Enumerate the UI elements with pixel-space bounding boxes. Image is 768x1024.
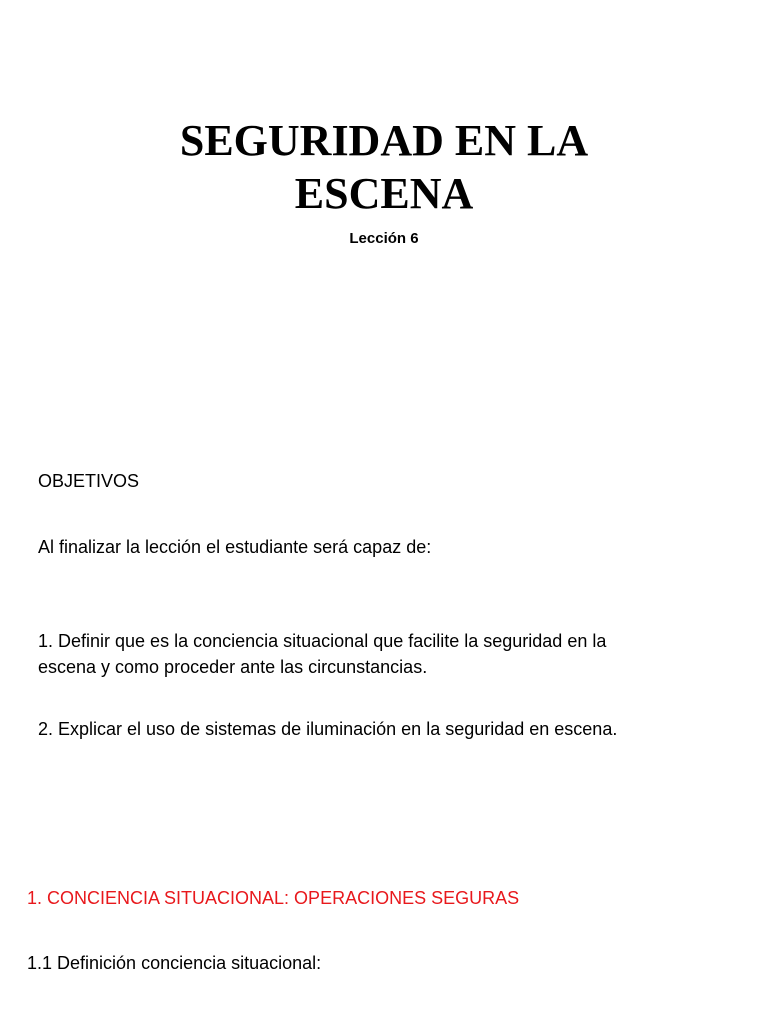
objective-item-1-line-1: 1. Definir que es la conciencia situacional que facilite la seguridad en la [38,631,607,651]
objective-item-1-line-2: escena y como proceder ante las circunstancias. [38,657,428,677]
objectives-intro: Al finalizar la lección el estudiante será capaz de: [38,537,432,557]
document-title [0,114,768,220]
lesson-number: Lección 6 [349,230,419,247]
objective-item-1 [38,628,738,680]
objective-item-2-line-1: 2. Explicar el uso de sistemas de iluminación en la seguridad en escena. [38,719,618,739]
section-heading: 1. CONCIENCIA SITUACIONAL: OPERACIONES SEGURAS [27,888,520,908]
objective-item-2 [38,716,738,742]
subsection-heading: 1.1 Definición conciencia situacional: [27,953,322,973]
title-line-2: ESCENA [294,169,474,218]
title-line-1: SEGURIDAD EN LA [179,116,589,165]
objectives-heading: OBJETIVOS [38,471,140,491]
